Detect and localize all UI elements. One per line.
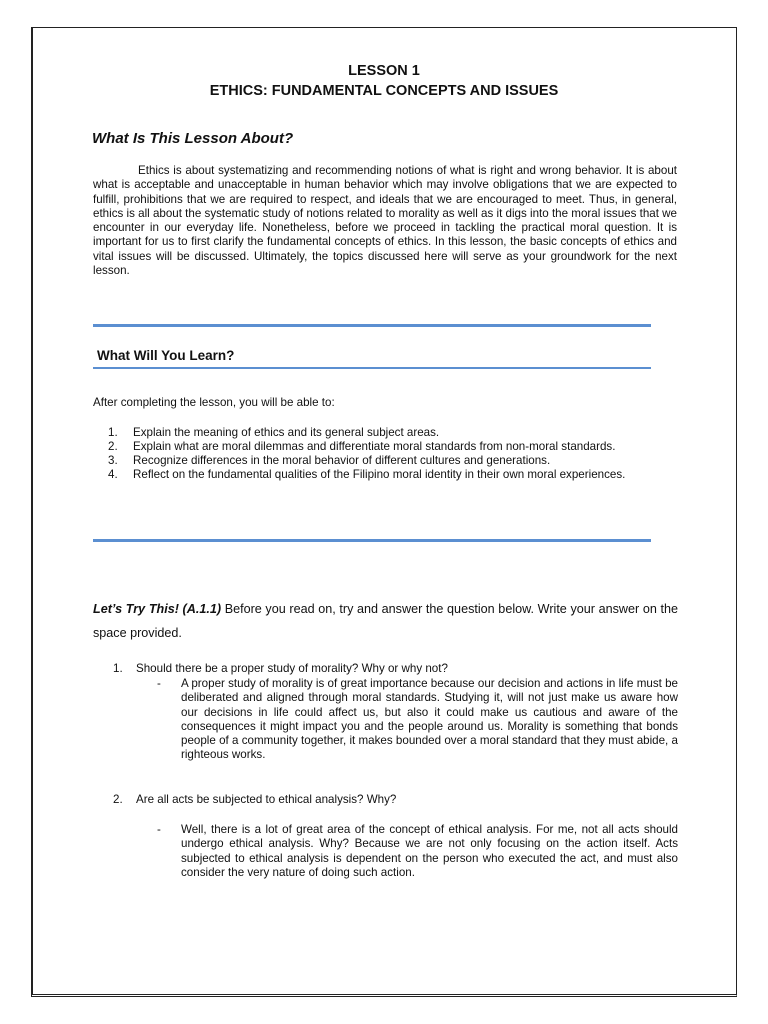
learn-heading: What Will You Learn? — [97, 348, 235, 363]
try-text: Before you read on, try and answer the question below. Write your answer on the space provided. — [93, 602, 678, 640]
try-instructions — [93, 597, 678, 645]
section-divider-bottom — [93, 539, 651, 542]
list-item — [108, 468, 678, 482]
objectives-list — [108, 426, 678, 482]
item-number: 2. — [108, 440, 118, 453]
answer-2 — [157, 823, 678, 880]
learn-intro: After completing the lesson, you will be able to: — [93, 396, 335, 409]
item-text: Explain the meaning of ethics and its general subject areas. — [133, 426, 440, 439]
question-number: 1. — [113, 662, 123, 675]
learn-heading-underline — [93, 367, 651, 369]
try-lead: Let’s Try This! (A.1.1) — [93, 602, 222, 616]
list-item — [108, 454, 678, 468]
answer-1 — [157, 677, 678, 763]
list-item — [108, 440, 678, 454]
section-divider-top — [93, 324, 651, 327]
question-number: 2. — [113, 793, 123, 806]
lesson-title: ETHICS: FUNDAMENTAL CONCEPTS AND ISSUES — [209, 83, 559, 99]
item-number: 3. — [108, 454, 118, 467]
about-heading: What Is This Lesson About? — [92, 130, 294, 147]
about-body: Ethics is about systematizing and recommending notions of what is right and wrong behavior. It is about what is acceptable and unacceptable in human behavior which may involve obligations that we are expected to fulfill, prohibitions that we are required to respect, and ideals that we are encouraged to meet. Thus, in general, ethics is all about the systematic study of notions related to morality as well as it digs into the moral issues that we encounter in our everyday life. Nonetheless, before we proceed in tackling the practical moral question. It is important for us to first clarify the fundamental concepts of ethics. In this lesson, the basic concepts of ethics and vital issues will be discussed. Ultimately, the topics discussed here will serve as your groundwork for the next lesson. — [93, 164, 677, 278]
question-text: Are all acts be subjected to ethical analysis? Why? — [136, 793, 397, 806]
item-text: Reflect on the fundamental qualities of the Filipino moral identity in their own moral experiences. — [133, 468, 626, 481]
item-number: 4. — [108, 468, 118, 481]
answer-bullet: - — [157, 823, 161, 836]
answer-text: Well, there is a lot of great area of the concept of ethical analysis. For me, not all acts should undergo ethical analysis. Why? Because we are not only focusing on the action itself. Acts subjected to ethical analysis is dependent on the person who executed the act, and must also consider the very nature of doing such action. — [181, 823, 678, 879]
question-2 — [113, 793, 396, 806]
list-item — [108, 426, 678, 440]
answer-text: A proper study of morality is of great importance because our decision and actions in life must be deliberated and aligned through moral standards. Studying it, will not just make us aware how our decisions in life could affect us, but also it could make us cautious and aware of the consequences it might impact you and the people around us. Morality is something that bonds people of a community together, it makes bounded over a moral standard that they must abide, a righteous works. — [181, 677, 678, 762]
item-text: Recognize differences in the moral behavior of different cultures and generations. — [133, 454, 551, 467]
question-text: Should there be a proper study of morality? Why or why not? — [136, 662, 448, 675]
answer-bullet: - — [157, 677, 161, 690]
item-text: Explain what are moral dilemmas and differentiate moral standards from non-moral standards. — [133, 440, 616, 453]
question-1 — [113, 662, 448, 675]
item-number: 1. — [108, 426, 118, 439]
lesson-number: LESSON 1 — [348, 63, 420, 79]
